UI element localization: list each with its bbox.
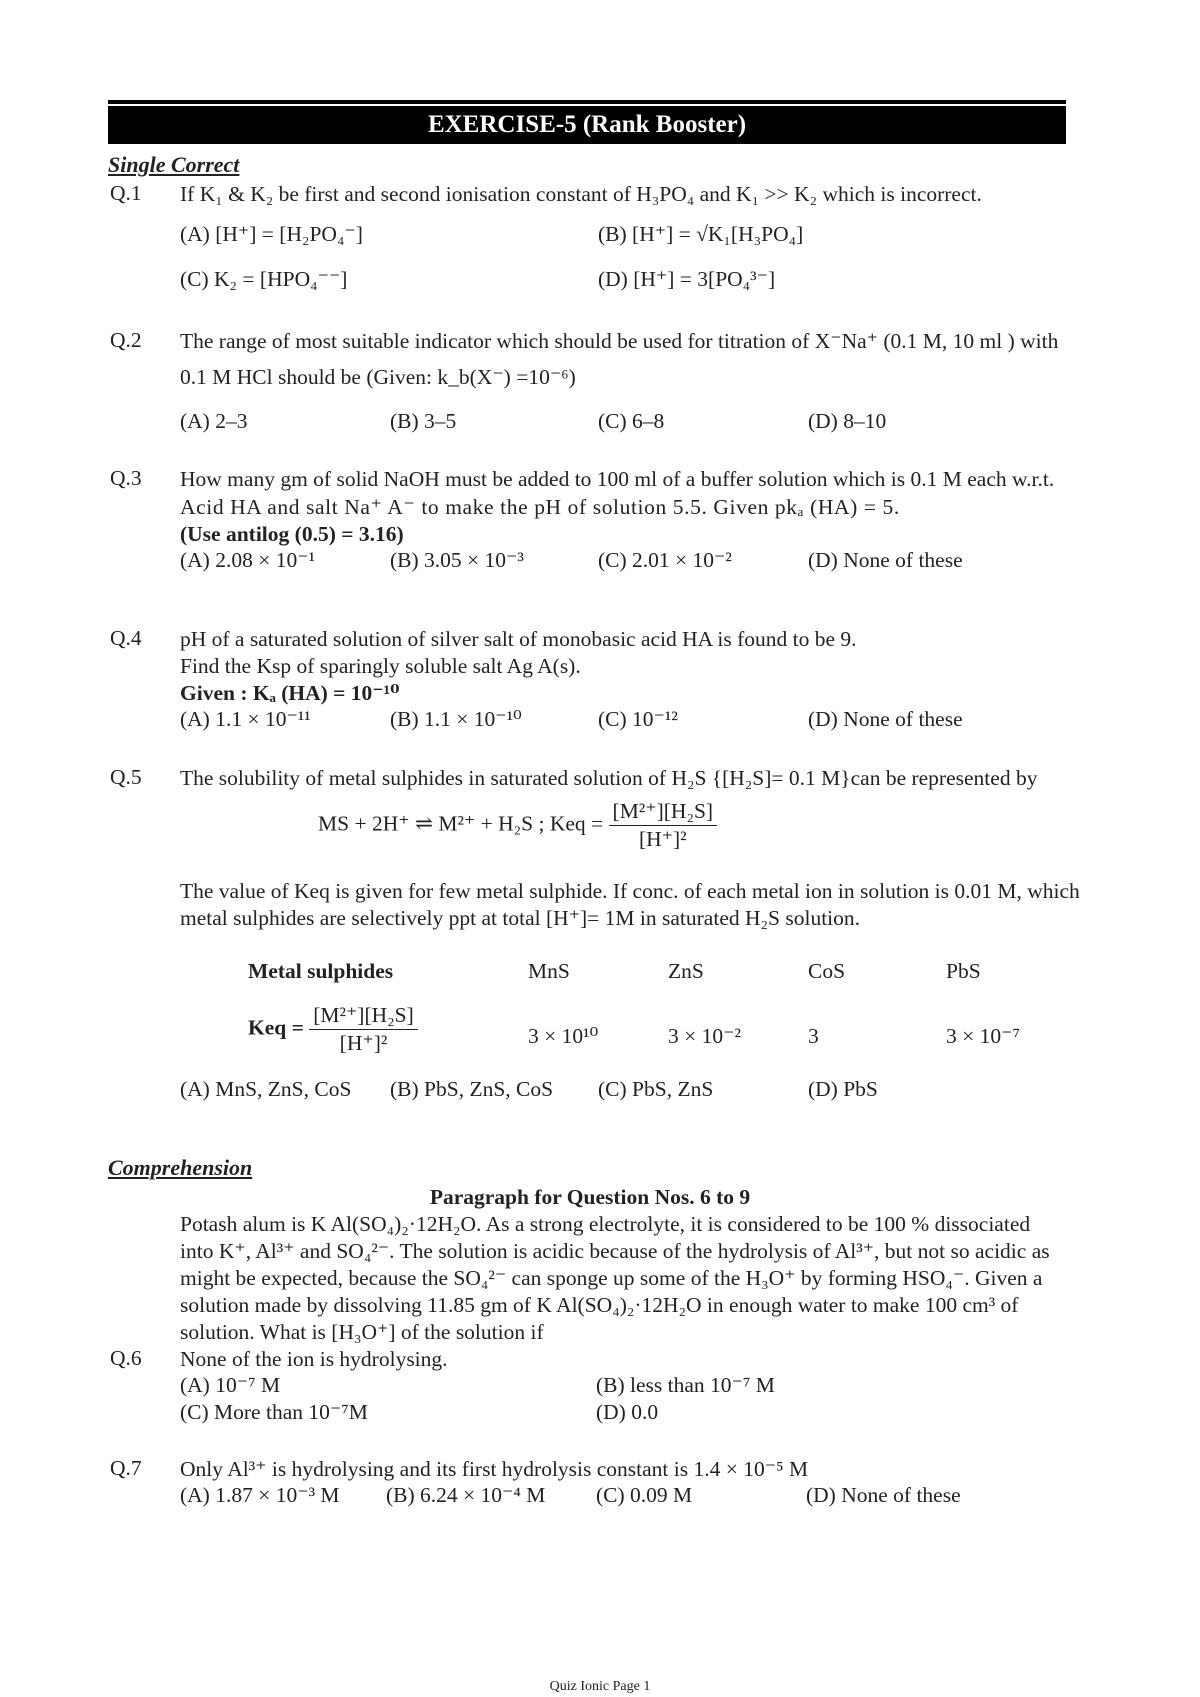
option-c: (C) More than 10⁻⁷M — [180, 1400, 368, 1424]
equilibrium-equation — [318, 798, 717, 853]
option-d: (D) PbS — [808, 1077, 878, 1101]
keq-fraction — [609, 798, 718, 853]
paragraph-line: solution made by dissolving 11.85 gm of K Al(SO₄)₂·12H₂O in enough water to make 100 cm³ of — [180, 1293, 1019, 1317]
option-d: (D) None of these — [806, 1483, 961, 1507]
option-b: (B) 3.05 × 10⁻³ — [390, 548, 524, 572]
question-hint: (Use antilog (0.5) = 3.16) — [180, 522, 404, 546]
option-d: (D) None of these — [808, 707, 963, 731]
section-comprehension: Comprehension — [108, 1155, 253, 1180]
option-a: (A) 1.1 × 10⁻¹¹ — [180, 707, 311, 731]
keq-fraction — [309, 1002, 418, 1057]
question-text: Find the Ksp of sparingly soluble salt Ag A(s). — [180, 654, 581, 678]
table-cell: 3 × 10¹⁰ — [528, 1024, 599, 1048]
table-header-cell: PbS — [946, 959, 981, 983]
question-number: Q.4 — [110, 626, 142, 650]
option-d: (D) None of these — [808, 548, 963, 572]
header-rule — [108, 100, 1066, 104]
keq-label: Keq = — [248, 1015, 304, 1040]
question-number: Q.7 — [110, 1456, 142, 1480]
table-cell: 3 × 10⁻⁷ — [946, 1024, 1020, 1048]
question-text: If K₁ & K₂ be first and second ionisation constant of H₃PO₄ and K₁ >> K₂ which is incorrect. — [180, 182, 982, 206]
question-number: Q.6 — [110, 1346, 142, 1370]
question-text: The range of most suitable indicator which should be used for titration of X⁻Na⁺ (0.1 M, 10 ml ) with — [180, 329, 1059, 353]
question-text: 0.1 M HCl should be (Given: k_b(X⁻) =10⁻⁶) — [180, 365, 576, 389]
question-text: Acid HA and salt Na⁺ A⁻ to make the pH of solution 5.5. Given pkₐ (HA) = 5. — [180, 495, 900, 519]
question-number: Q.3 — [110, 466, 142, 490]
option-d: (D) 8–10 — [808, 409, 887, 433]
equation-text: MS + 2H⁺ ⇌ M²⁺ + H₂S ; Keq = — [318, 811, 604, 836]
option-c: (C) 0.09 M — [596, 1483, 693, 1507]
fraction-numerator: [M²⁺][H₂S] — [609, 798, 718, 826]
table-row-label — [248, 1002, 418, 1057]
option-a: (A) MnS, ZnS, CoS — [180, 1077, 352, 1101]
option-b: (B) 1.1 × 10⁻¹⁰ — [390, 707, 522, 731]
table-header-cell: CoS — [808, 959, 846, 983]
option-b: (B) 6.24 × 10⁻⁴ M — [386, 1483, 546, 1507]
option-b: (B) PbS, ZnS, CoS — [390, 1077, 554, 1101]
option-b: (B) less than 10⁻⁷ M — [596, 1373, 775, 1397]
question-number: Q.5 — [110, 765, 142, 789]
exercise-title: EXERCISE-5 (Rank Booster) — [108, 106, 1066, 144]
option-a: (A) 2–3 — [180, 409, 248, 433]
question-text: metal sulphides are selectively ppt at total [H⁺]= 1M in saturated H₂S solution. — [180, 906, 861, 930]
option-d: (D) [H⁺] = 3[PO₄³⁻] — [598, 267, 776, 291]
option-c: (C) 10⁻¹² — [598, 707, 678, 731]
paragraph-heading: Paragraph for Question Nos. 6 to 9 — [429, 1185, 751, 1209]
option-b: (B) 3–5 — [390, 409, 457, 433]
question-number: Q.1 — [110, 181, 142, 205]
option-a: (A) [H⁺] = [H₂PO₄⁻] — [180, 222, 363, 246]
page-footer: Quiz Ionic Page 1 — [549, 1679, 651, 1694]
fraction-denominator: [H⁺]² — [339, 1031, 388, 1055]
option-c: (C) 2.01 × 10⁻² — [598, 548, 732, 572]
question-text: Only Al³⁺ is hydrolysing and its first hydrolysis constant is 1.4 × 10⁻⁵ M — [180, 1457, 809, 1481]
section-single-correct: Single Correct — [108, 152, 240, 177]
paragraph-line: into K⁺, Al³⁺ and SO₄²⁻. The solution is acidic because of the hydrolysis of Al³⁺, but not so acidic as — [180, 1239, 1050, 1263]
table-cell: 3 — [808, 1024, 819, 1048]
table-header-cell: ZnS — [668, 959, 704, 983]
table-cell: 3 × 10⁻² — [668, 1024, 741, 1048]
option-a: (A) 1.87 × 10⁻³ M — [180, 1483, 340, 1507]
question-text: How many gm of solid NaOH must be added to 100 ml of a buffer solution which is 0.1 M each w.r.t. — [180, 467, 1055, 491]
question-given: Given : Kₐ (HA) = 10⁻¹⁰ — [180, 681, 400, 705]
option-c: (C) 6–8 — [598, 409, 665, 433]
question-text: None of the ion is hydrolysing. — [180, 1347, 448, 1371]
option-b: (B) [H⁺] = √K₁[H₃PO₄] — [598, 222, 804, 246]
paragraph-line: Potash alum is K Al(SO₄)₂·12H₂O. As a strong electrolyte, it is considered to be 100 % dissociated — [180, 1212, 1031, 1236]
question-text: pH of a saturated solution of silver salt of monobasic acid HA is found to be 9. — [180, 627, 857, 651]
question-text: The solubility of metal sulphides in saturated solution of H₂S {[H₂S]= 0.1 M}can be represented by — [180, 766, 1038, 790]
table-header-cell: Metal sulphides — [248, 959, 394, 983]
question-text: The value of Keq is given for few metal sulphide. If conc. of each metal ion in solution is 0.01 M, which — [180, 879, 1080, 903]
option-a: (A) 2.08 × 10⁻¹ — [180, 548, 316, 572]
option-a: (A) 10⁻⁷ M — [180, 1373, 281, 1397]
paragraph-line: might be expected, because the SO₄²⁻ can sponge up some of the H₃O⁺ by forming HSO₄⁻. Given a — [180, 1266, 1043, 1290]
option-d: (D) 0.0 — [596, 1400, 659, 1424]
fraction-numerator: [M²⁺][H₂S] — [309, 1002, 418, 1030]
fraction-denominator: [H⁺]² — [638, 827, 687, 851]
question-number: Q.2 — [110, 328, 142, 352]
paragraph-line: solution. What is [H₃O⁺] of the solution if — [180, 1320, 544, 1344]
option-c: (C) PbS, ZnS — [598, 1077, 714, 1101]
option-c: (C) K₂ = [HPO₄⁻⁻] — [180, 267, 348, 291]
table-header-cell: MnS — [528, 959, 570, 983]
